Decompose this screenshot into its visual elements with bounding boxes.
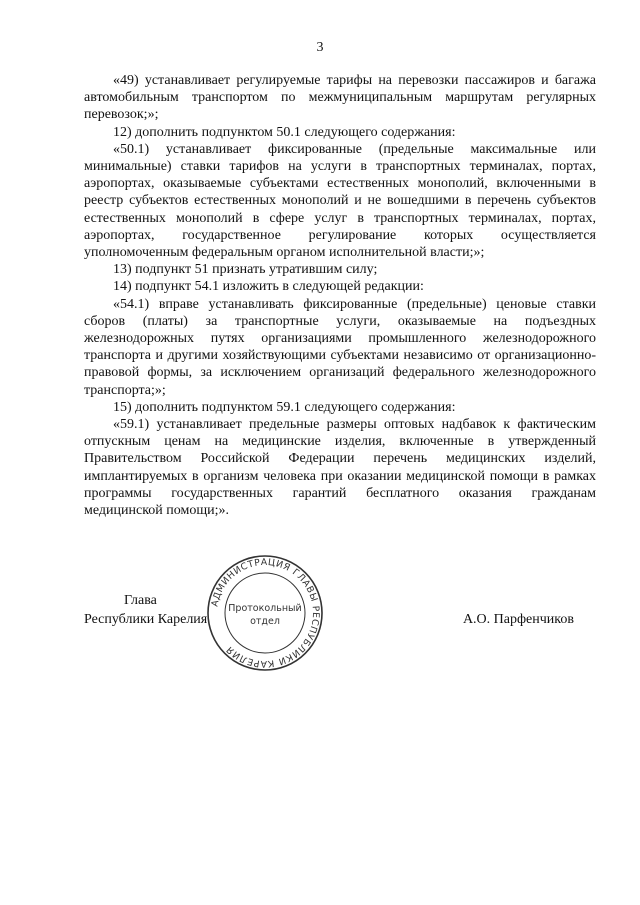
- stamp-center-line1: Протокольный: [228, 603, 302, 614]
- stamp-center-line2: отдел: [250, 616, 280, 627]
- signatory-title: [84, 592, 224, 628]
- paragraph-59-1: «59.1) устанавливает предельные размеры оптовых надбавок к фактическим отпускным ценам на медицинские изделия, включенные в утвержденный Правительством Российской Федерации перечень медицинских изделий, имплантируемых в организм человека при оказании медицинской помощи в рамках программы государственных гарантий бесплатного оказания гражданам медицинской помощи;».: [84, 417, 596, 519]
- signatory-name: А.О. Парфенчиков: [462, 612, 574, 627]
- signatory-title-line1: Глава: [124, 593, 157, 608]
- paragraph-49: «49) устанавливает регулируемые тарифы на перевозки пассажиров и багажа автомобильным транспортом по межмуниципальным маршрутам регулярных перевозок;»;: [84, 73, 596, 123]
- paragraph-50-1: «50.1) устанавливает фиксированные (предельные максимальные или минимальные) ставки тарифов на услуги в транспортных терминалах, портах, аэропортах, оказываемые субъектами естественных монополий, включенными в реестр субъектов естественных монополий и не вошедшими в перечень субъектов естественных монополий в сфере услуг в транспортных терминалах, портах, аэропортах, государственное регулирование которых осуществляется уполномоченным федеральным органом исполнительной власти;»;: [84, 141, 596, 261]
- paragraph-54-1: «54.1) вправе устанавливать фиксированные (предельные) ценовые ставки сборов (платы) за транспортные услуги, оказываемые на подъездных железнодорожных путях организациями промышленного железнодорожного транспорта и другими хозяйствующими субъектами независимо от организационно-правовой формы, за исключением организаций федерального железнодорожного транспорта;»;: [84, 296, 596, 398]
- official-stamp: [205, 553, 325, 673]
- page-number: 3: [316, 40, 324, 55]
- signature-block: [84, 592, 596, 682]
- paragraph-item-14: 14) подпункт 54.1 изложить в следующей редакции:: [113, 279, 424, 295]
- paragraph-item-13: 13) подпункт 51 признать утратившим силу;: [113, 262, 378, 278]
- signatory-title-line2: Республики Карелия: [84, 612, 208, 627]
- stamp-ring-text: АДМИНИСТРАЦИЯ ГЛАВЫ РЕСПУБЛИКИ КАРЕЛИЯ: [209, 556, 322, 670]
- stamp-seal-icon: [205, 553, 325, 673]
- document-body: [84, 72, 596, 519]
- paragraph-item-15: 15) дополнить подпунктом 59.1 следующего содержания:: [113, 399, 456, 415]
- paragraph-item-12: 12) дополнить подпунктом 50.1 следующего содержания:: [113, 124, 456, 140]
